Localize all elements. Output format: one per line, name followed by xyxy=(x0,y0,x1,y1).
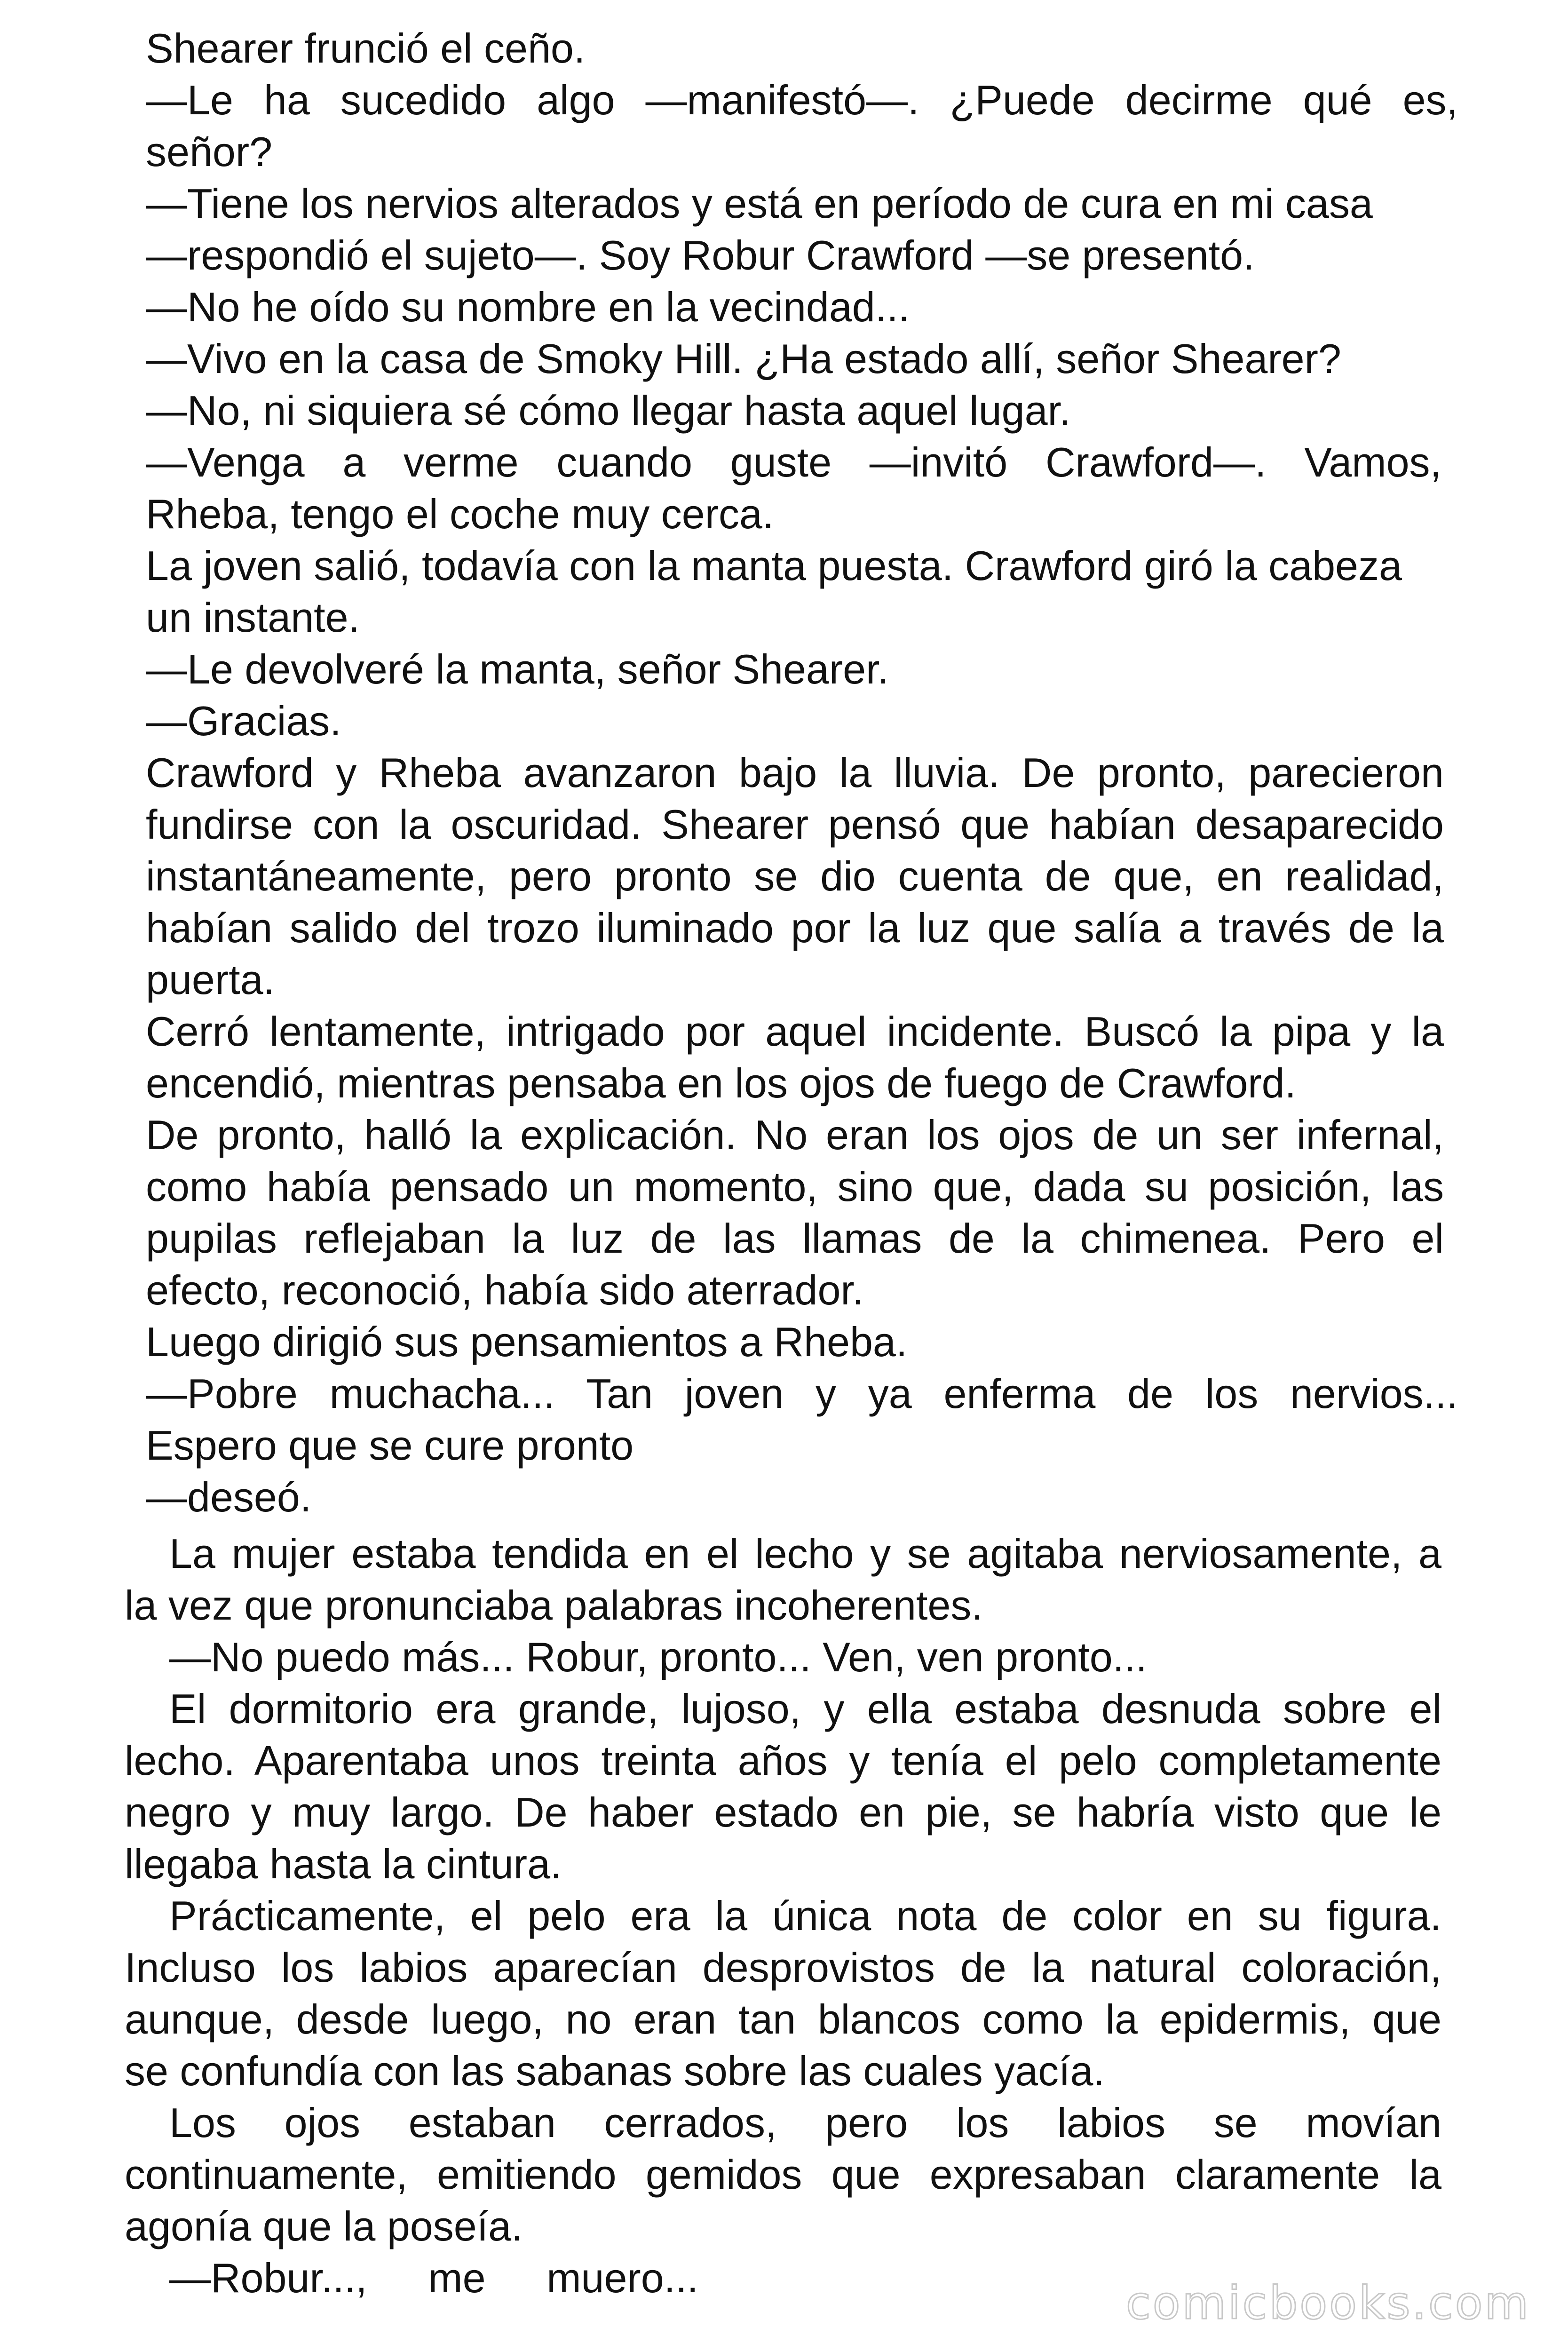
text-line: encendió, mientras pensaba en los ojos de fuego de Crawford. xyxy=(146,1060,1296,1106)
text-line: Incluso los labios aparecían desprovistos de la natural coloración, xyxy=(125,1944,1441,1991)
text-line: aunque, desde luego, no eran tan blancos como la epidermis, que xyxy=(125,1996,1441,2042)
watermark: comicbooks.com xyxy=(1125,2277,1530,2329)
text-line: señor? xyxy=(146,128,273,175)
text-line: agonía que la poseía. xyxy=(125,2203,523,2249)
text-line: Rheba, tengo el coche muy cerca. xyxy=(146,491,774,537)
text-line: fundirse con la oscuridad. Shearer pensó que habían desaparecido xyxy=(146,801,1444,848)
text-line: Shearer frunció el ceño. xyxy=(146,25,586,72)
text-line: lecho. Aparentaba unos treinta años y tenía el pelo completamente xyxy=(125,1737,1441,1784)
text-line: —respondió el sujeto—. Soy Robur Crawford —se presentó. xyxy=(146,232,1255,278)
text-line: —Vivo en la casa de Smoky Hill. ¿Ha estado allí, señor Shearer? xyxy=(146,335,1341,382)
text-line: Prácticamente, el pelo era la única nota de color en su figura. xyxy=(169,1892,1441,1939)
text-line: La mujer estaba tendida en el lecho y se agitaba nerviosamente, a xyxy=(169,1530,1441,1577)
text-line: como había pensado un momento, sino que, dada su posición, las xyxy=(146,1163,1444,1210)
text-line: continuamente, emitiendo gemidos que expresaban claramente la xyxy=(125,2151,1441,2198)
text-line: —Gracias. xyxy=(146,698,341,744)
text-line: —deseó. xyxy=(146,1474,312,1520)
text-line: Los ojos estaban cerrados, pero los labios se movían xyxy=(169,2099,1441,2146)
text-line: negro y muy largo. De haber estado en pie, se habría visto que le xyxy=(125,1789,1441,1836)
text-line: un instante. xyxy=(146,594,360,641)
text-line: puerta. xyxy=(146,956,275,1003)
text-line: se confundía con las sabanas sobre las cuales yacía. xyxy=(125,2048,1105,2094)
text-line: La joven salió, todavía con la manta puesta. Crawford giró la cabeza xyxy=(146,542,1402,589)
text-line: efecto, reconoció, había sido aterrador. xyxy=(146,1267,864,1313)
text-line: —Pobre muchacha... Tan joven y ya enferma de los nervios... xyxy=(146,1370,1458,1417)
text-line: El dormitorio era grande, lujoso, y ella estaba desnuda sobre el xyxy=(169,1685,1441,1732)
text-line: Espero que se cure pronto xyxy=(146,1422,634,1469)
text-line: Luego dirigió sus pensamientos a Rheba. xyxy=(146,1319,908,1365)
text-line: —No puedo más... Robur, pronto... Ven, ven pronto... xyxy=(169,1634,1147,1680)
text-line: Cerró lentamente, intrigado por aquel incidente. Buscó la pipa y la xyxy=(146,1008,1444,1055)
text-line: habían salido del trozo iluminado por la luz que salía a través de la xyxy=(146,905,1444,951)
text-line: instantáneamente, pero pronto se dio cuenta de que, en realidad, xyxy=(146,853,1444,899)
text-line: Crawford y Rheba avanzaron bajo la lluvia. De pronto, parecieron xyxy=(146,749,1444,796)
text-line: De pronto, halló la explicación. No eran los ojos de un ser infernal, xyxy=(146,1112,1444,1158)
text-line: —Le ha sucedido algo —manifestó—. ¿Puede decirme qué es, xyxy=(146,77,1458,123)
text-line: pupilas reflejaban la luz de las llamas de la chimenea. Pero el xyxy=(146,1215,1444,1262)
text-line: —No, ni siquiera sé cómo llegar hasta aquel lugar. xyxy=(146,387,1071,434)
text-line: la vez que pronunciaba palabras incoherentes. xyxy=(125,1582,983,1629)
text-line: —Tiene los nervios alterados y está en período de cura en mi casa xyxy=(146,180,1373,227)
text-line: llegaba hasta la cintura. xyxy=(125,1841,562,1887)
text-line: —Le devolveré la manta, señor Shearer. xyxy=(146,646,889,692)
text-line: —No he oído su nombre en la vecindad... xyxy=(146,284,910,330)
text-line: —Venga a verme cuando guste —invitó Crawford—. Vamos, xyxy=(146,439,1441,485)
text-line: —Robur..., me muero... xyxy=(169,2255,698,2301)
